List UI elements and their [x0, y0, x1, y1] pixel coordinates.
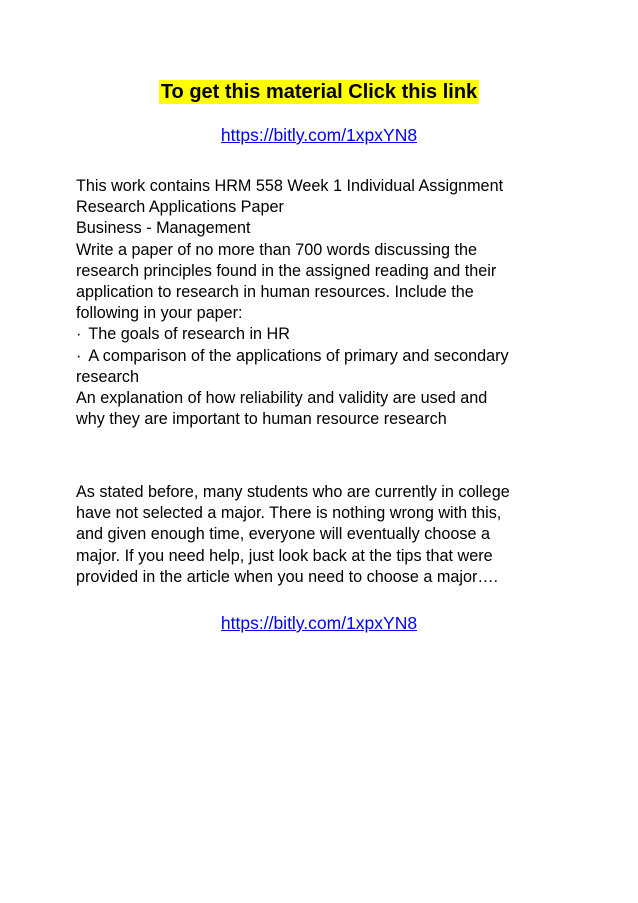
body-line: Business - Management — [76, 219, 251, 238]
bullet-item — [76, 346, 566, 367]
bottom-link[interactable]: https://bitly.com/1xpxYN8 — [220, 613, 418, 633]
body-line: Write a paper of no more than 700 words discussing the — [76, 240, 478, 259]
body-line: following in your paper: — [76, 304, 243, 323]
bullet-dot: · — [76, 325, 82, 344]
bullet-text: A comparison of the applications of primary and secondary — [88, 346, 509, 365]
paragraph-line: major. If you need help, just look back at the tips that were — [76, 546, 493, 565]
paragraph-line: As stated before, many students who are currently in college — [76, 483, 510, 501]
second-paragraph — [76, 482, 566, 588]
page-title: To get this material Click this link — [160, 81, 478, 103]
body-line: Research Applications Paper — [76, 198, 284, 217]
body-line: why they are important to human resource research — [76, 410, 447, 429]
body-line: An explanation of how reliability and validity are used and — [76, 389, 488, 408]
bullet-item — [76, 324, 566, 345]
top-link[interactable]: https://bitly.com/1xpxYN8 — [220, 125, 418, 145]
paragraph-line: provided in the article when you need to choose a major…. — [76, 567, 499, 586]
paragraph-line: and given enough time, everyone will eventually choose a — [76, 525, 490, 544]
title-container — [0, 80, 638, 104]
bullet-text: The goals of research in HR — [88, 325, 290, 344]
body-line: research — [76, 367, 139, 386]
body-line: This work contains HRM 558 Week 1 Individual Assignment — [76, 177, 504, 195]
body-text — [76, 176, 566, 430]
body-line: application to research in human resources. Include the — [76, 283, 474, 302]
paragraph-line: have not selected a major. There is nothing wrong with this, — [76, 504, 502, 523]
bullet-dot: · — [76, 346, 82, 365]
body-line: research principles found in the assigned reading and their — [76, 261, 497, 280]
